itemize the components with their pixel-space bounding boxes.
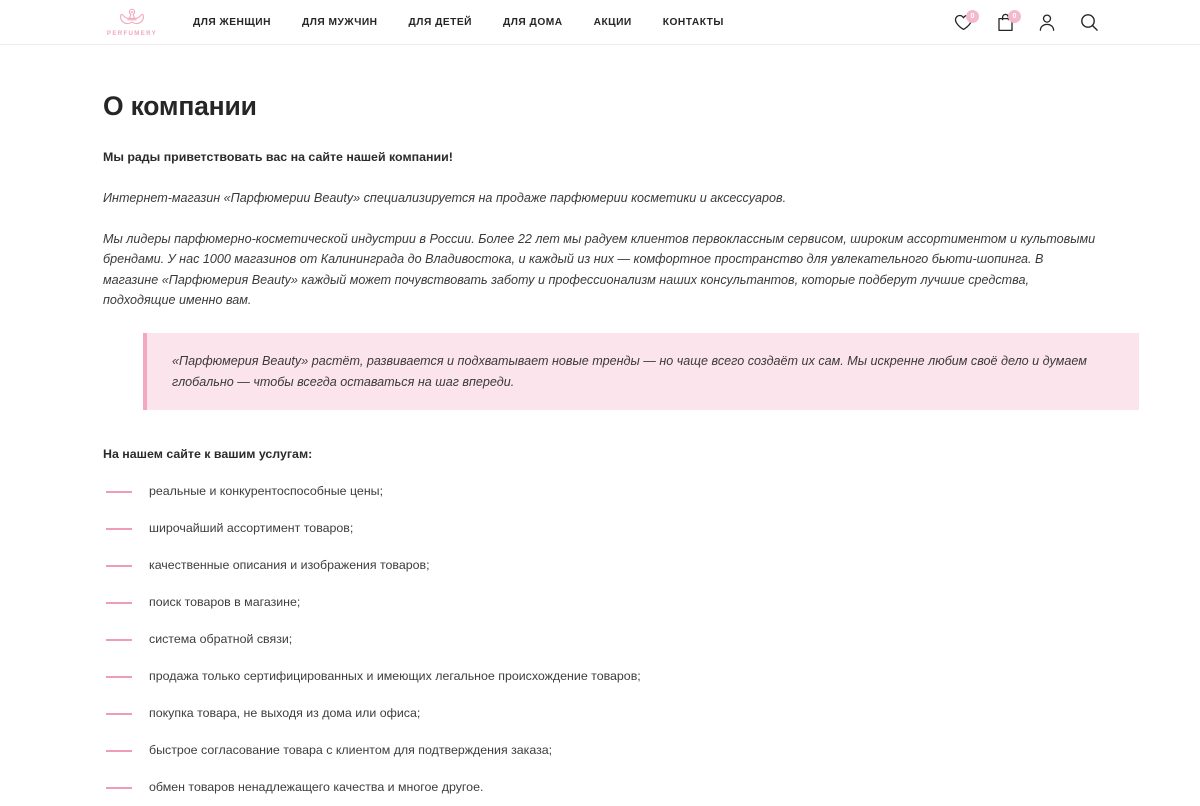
dash-bullet-icon <box>106 713 132 715</box>
list-item <box>103 732 1100 769</box>
wishlist-badge: 0 <box>966 10 979 23</box>
welcome-lead: Мы рады приветствовать вас на сайте нашей компании! <box>103 150 453 165</box>
dash-bullet-icon <box>106 491 132 493</box>
list-item <box>103 473 1100 510</box>
list-item <box>103 510 1100 547</box>
page-content <box>0 45 1200 806</box>
services-heading: На нашем сайте к вашим услугам: <box>103 447 313 462</box>
dash-bullet-icon <box>106 565 132 567</box>
intro-paragraph: Интернет-магазин «Парфюмерии Beauty» специализируется на продаже парфюмерии косметики и аксессуаров. <box>103 190 787 205</box>
dash-bullet-icon <box>106 528 132 530</box>
dash-bullet-icon <box>106 787 132 789</box>
list-item <box>103 658 1100 695</box>
list-item-label: покупка товара, не выходя из дома или офиса; <box>149 706 421 721</box>
site-header <box>0 0 1200 45</box>
main-navigation <box>193 0 724 45</box>
list-item <box>103 695 1100 732</box>
dash-bullet-icon <box>106 750 132 752</box>
page-title: О компании <box>103 91 257 121</box>
dash-bullet-icon <box>106 676 132 678</box>
cart-badge: 0 <box>1008 10 1021 23</box>
nav-item-home[interactable]: ДЛЯ ДОМА <box>503 17 563 28</box>
nav-item-kids[interactable]: ДЛЯ ДЕТЕЙ <box>408 17 472 28</box>
highlight-quote-text: «Парфюмерия Beauty» растёт, развивается и подхватывает новые тренды — но чаще всего создаёт их сам. Мы искренне любим своё дело и думаем глобально — чтобы всегда оставаться на шаг впереди. <box>172 354 1087 389</box>
list-item <box>103 769 1100 806</box>
crown-flower-icon <box>117 7 147 30</box>
logo-wordmark: PERFUMERY <box>106 30 158 38</box>
about-paragraph: Мы лидеры парфюмерно-косметической индустрии в России. Более 22 лет мы радуем клиентов первоклассным сервисом, широким ассортиментом и культовыми брендами. У нас 1000 магазинов от Калининграда до Владивостока, и каждый из них — комфортное пространство для увлекательного бьюти-шопинга. В магазине «Парфюмерия Beauty» каждый может почувствовать заботу и профессионализм наших консультантов, которые подберут лучшие средства, подходящие именно вам. <box>103 231 1096 308</box>
nav-item-men[interactable]: ДЛЯ МУЖЧИН <box>301 17 378 28</box>
list-item-label: система обратной связи; <box>149 632 293 647</box>
list-item <box>103 621 1100 658</box>
list-item-label: реальные и конкурентоспособные цены; <box>149 484 384 499</box>
highlight-quote-block <box>143 333 1139 410</box>
services-list <box>103 461 1100 806</box>
nav-item-sales[interactable]: АКЦИИ <box>593 17 632 28</box>
user-icon <box>1038 13 1056 32</box>
list-item <box>103 584 1100 621</box>
nav-item-contacts[interactable]: КОНТАКТЫ <box>662 17 724 28</box>
header-actions <box>952 0 1100 45</box>
nav-item-women[interactable]: ДЛЯ ЖЕНЩИН <box>193 17 271 28</box>
site-logo[interactable] <box>103 6 161 39</box>
list-item-label: качественные описания и изображения товаров; <box>149 558 430 573</box>
list-item-label: широчайший ассортимент товаров; <box>149 521 354 536</box>
search-button[interactable] <box>1078 12 1100 34</box>
dash-bullet-icon <box>106 639 132 641</box>
wishlist-button[interactable] <box>952 12 974 34</box>
search-icon <box>1080 13 1099 32</box>
list-item-label: продажа только сертифицированных и имеющих легальное происхождение товаров; <box>149 669 641 684</box>
list-item-label: обмен товаров ненадлежащего качества и многое другое. <box>149 780 484 795</box>
dash-bullet-icon <box>106 602 132 604</box>
list-item <box>103 547 1100 584</box>
list-item-label: поиск товаров в магазине; <box>149 595 301 610</box>
account-button[interactable] <box>1036 12 1058 34</box>
cart-button[interactable] <box>994 12 1016 34</box>
list-item-label: быстрое согласование товара с клиентом для подтверждения заказа; <box>149 743 553 758</box>
